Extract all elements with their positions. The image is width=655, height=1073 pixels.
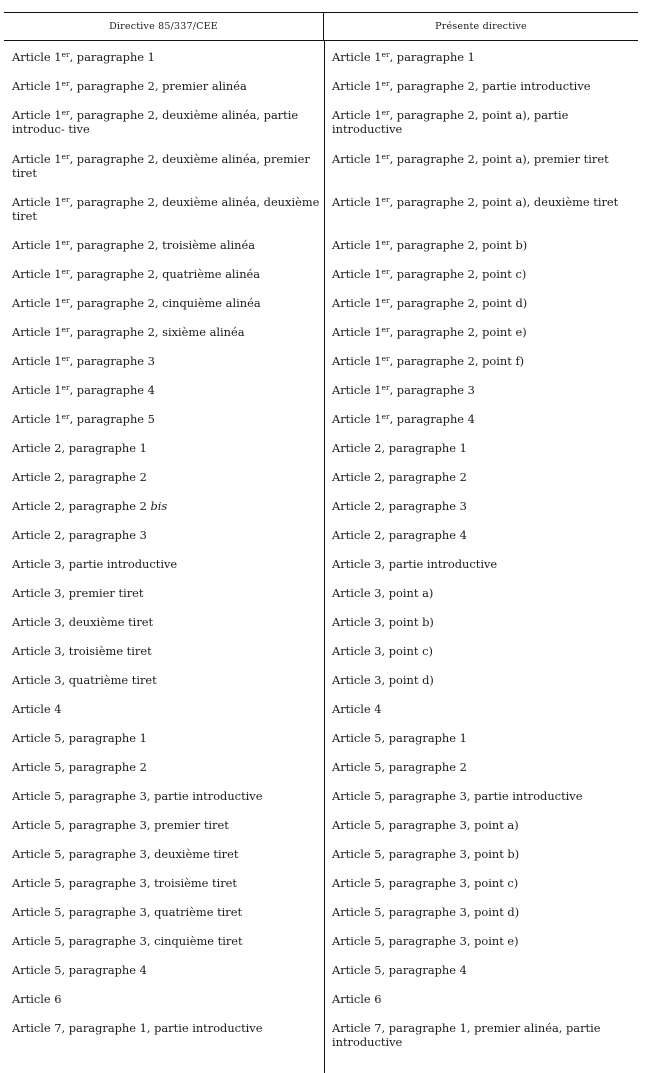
cell-text: Article 1 [332, 108, 382, 122]
cell-text: , paragraphe 2, point e) [389, 325, 527, 339]
cell-text: Article 1 [332, 195, 382, 209]
header-directive-85-337: Directive 85/337/CEE [4, 13, 324, 40]
table-row [4, 635, 638, 664]
cell-directive-85-337 [4, 229, 324, 258]
ordinal-superscript: er [381, 195, 390, 204]
cell-text: Article 1 [12, 50, 62, 64]
cell-text: Article 5, paragraphe 2 [12, 760, 147, 774]
cell-directive-85-337 [4, 751, 324, 780]
table-row [4, 519, 638, 548]
cell-presente-directive [324, 99, 638, 143]
ordinal-superscript: er [61, 195, 70, 204]
cell-presente-directive [324, 345, 638, 374]
table-row [4, 143, 638, 186]
table-row [4, 99, 638, 143]
table-row [4, 606, 638, 635]
cell-presente-directive [324, 461, 638, 490]
cell-text: Article 6 [332, 992, 382, 1006]
cell-directive-85-337 [4, 186, 324, 229]
cell-presente-directive [324, 490, 638, 519]
table-row [4, 1012, 638, 1055]
cell-presente-directive [324, 577, 638, 606]
cell-text: Article 1 [332, 354, 382, 368]
cell-directive-85-337 [4, 1012, 324, 1055]
cell-text: Article 5, paragraphe 2 [332, 760, 467, 774]
table-row [4, 229, 638, 258]
cell-text: Article 1 [12, 412, 62, 426]
cell-text: , paragraphe 2, point a), premier tiret [389, 152, 609, 166]
cell-directive-85-337 [4, 838, 324, 867]
ordinal-superscript: er [61, 152, 70, 161]
cell-text: Article 1 [332, 152, 382, 166]
cell-text: Article 1 [12, 296, 62, 310]
table-row [4, 722, 638, 751]
cell-directive-85-337 [4, 925, 324, 954]
table-row [4, 896, 638, 925]
cell-directive-85-337 [4, 664, 324, 693]
cell-text: Article 1 [12, 79, 62, 93]
cell-presente-directive [324, 896, 638, 925]
cell-text: Article 7, paragraphe 1, partie introductive [12, 1021, 263, 1035]
cell-directive-85-337 [4, 143, 324, 186]
cell-directive-85-337 [4, 635, 324, 664]
cell-presente-directive [324, 186, 638, 229]
cell-directive-85-337 [4, 70, 324, 99]
cell-text: Article 2, paragraphe 2 [12, 499, 151, 513]
cell-text: Article 3, troisième tiret [12, 644, 152, 658]
cell-text: , paragraphe 2, point f) [389, 354, 525, 368]
cell-text: Article 5, paragraphe 1 [12, 731, 147, 745]
cell-text: , paragraphe 2, deuxième alinéa, partie introduc- tive [12, 108, 299, 136]
cell-directive-85-337 [4, 258, 324, 287]
cell-text: Article 5, paragraphe 3, partie introductive [12, 789, 263, 803]
cell-presente-directive [324, 403, 638, 432]
cell-text: Article 3, point d) [332, 673, 434, 687]
cell-text: , paragraphe 3 [389, 383, 475, 397]
cell-text: Article 5, paragraphe 1 [332, 731, 467, 745]
cell-text: Article 1 [12, 383, 62, 397]
cell-directive-85-337 [4, 490, 324, 519]
cell-presente-directive [324, 722, 638, 751]
table-row [4, 258, 638, 287]
cell-directive-85-337 [4, 693, 324, 722]
cell-directive-85-337 [4, 316, 324, 345]
cell-text: , paragraphe 3 [69, 354, 155, 368]
cell-text: Article 3, partie introductive [12, 557, 178, 571]
ordinal-superscript: er [61, 238, 70, 247]
cell-directive-85-337 [4, 867, 324, 896]
cell-text: , paragraphe 2, point a), partie introductive [332, 108, 569, 136]
cell-text: , paragraphe 2, deuxième alinéa, deuxième tiret [12, 195, 320, 223]
table-body [4, 41, 638, 1055]
cell-text: , paragraphe 2, point d) [389, 296, 528, 310]
cell-text: , paragraphe 2, cinquième alinéa [69, 296, 261, 310]
cell-text: Article 3, point c) [332, 644, 433, 658]
cell-text: , paragraphe 2, partie introductive [389, 79, 591, 93]
table-row [4, 780, 638, 809]
table-row [4, 316, 638, 345]
cell-text: Article 2, paragraphe 3 [332, 499, 467, 513]
table-row [4, 577, 638, 606]
cell-presente-directive [324, 809, 638, 838]
cell-text: Article 7, paragraphe 1, premier alinéa, partie introductive [332, 1021, 601, 1049]
cell-directive-85-337 [4, 983, 324, 1012]
ordinal-superscript: er [381, 325, 390, 334]
ordinal-superscript: er [381, 108, 390, 117]
ordinal-superscript: er [61, 354, 70, 363]
cell-text: Article 5, paragraphe 4 [332, 963, 467, 977]
cell-presente-directive [324, 780, 638, 809]
cell-presente-directive [324, 693, 638, 722]
cell-text: Article 1 [12, 195, 62, 209]
cell-text: , paragraphe 5 [69, 412, 155, 426]
cell-text: Article 5, paragraphe 3, cinquième tiret [12, 934, 243, 948]
cell-text: , paragraphe 2, point a), deuxième tiret [389, 195, 619, 209]
cell-italic-text: bis [150, 499, 168, 513]
cell-text: Article 1 [12, 325, 62, 339]
cell-text: Article 5, paragraphe 3, point d) [332, 905, 520, 919]
ordinal-superscript: er [61, 296, 70, 305]
cell-text: , paragraphe 1 [389, 50, 475, 64]
cell-text: Article 2, paragraphe 3 [12, 528, 147, 542]
cell-presente-directive [324, 838, 638, 867]
table-row [4, 693, 638, 722]
cell-directive-85-337 [4, 896, 324, 925]
cell-text: Article 1 [332, 238, 382, 252]
cell-text: , paragraphe 2, sixième alinéa [69, 325, 245, 339]
ordinal-superscript: er [61, 325, 70, 334]
cell-text: , paragraphe 2, quatrième alinéa [69, 267, 261, 281]
cell-text: Article 5, paragraphe 3, deuxième tiret [12, 847, 239, 861]
cell-text: Article 2, paragraphe 2 [332, 470, 467, 484]
table-row [4, 345, 638, 374]
cell-presente-directive [324, 70, 638, 99]
cell-text: Article 2, paragraphe 2 [12, 470, 147, 484]
cell-directive-85-337 [4, 461, 324, 490]
cell-presente-directive [324, 143, 638, 186]
ordinal-superscript: er [381, 354, 390, 363]
cell-text: Article 3, deuxième tiret [12, 615, 154, 629]
cell-text: Article 1 [332, 79, 382, 93]
cell-directive-85-337 [4, 954, 324, 983]
cell-presente-directive [324, 867, 638, 896]
table-row [4, 983, 638, 1012]
cell-directive-85-337 [4, 41, 324, 70]
table-row [4, 41, 638, 70]
cell-directive-85-337 [4, 345, 324, 374]
cell-text: Article 1 [332, 50, 382, 64]
table-row [4, 809, 638, 838]
cell-presente-directive [324, 983, 638, 1012]
cell-text: Article 5, paragraphe 3, point e) [332, 934, 519, 948]
cell-text: Article 1 [332, 412, 382, 426]
table-row [4, 954, 638, 983]
table-row [4, 664, 638, 693]
ordinal-superscript: er [61, 383, 70, 392]
cell-text: Article 5, paragraphe 3, point c) [332, 876, 519, 890]
cell-text: Article 3, quatrième tiret [12, 673, 157, 687]
cell-text: Article 5, paragraphe 3, partie introductive [332, 789, 583, 803]
cell-text: Article 1 [332, 325, 382, 339]
table-row [4, 867, 638, 896]
cell-presente-directive [324, 548, 638, 577]
cell-text: Article 1 [12, 267, 62, 281]
cell-text: Article 1 [332, 267, 382, 281]
cell-text: Article 2, paragraphe 1 [332, 441, 467, 455]
cell-presente-directive [324, 751, 638, 780]
cell-text: , paragraphe 4 [69, 383, 155, 397]
cell-presente-directive [324, 229, 638, 258]
cell-text: Article 3, point b) [332, 615, 434, 629]
cell-directive-85-337 [4, 780, 324, 809]
table-row [4, 838, 638, 867]
cell-presente-directive [324, 374, 638, 403]
ordinal-superscript: er [381, 296, 390, 305]
cell-directive-85-337 [4, 577, 324, 606]
cell-directive-85-337 [4, 432, 324, 461]
cell-directive-85-337 [4, 519, 324, 548]
correlation-table [4, 12, 638, 1055]
cell-text: Article 4 [12, 702, 62, 716]
cell-text: Article 1 [12, 108, 62, 122]
cell-presente-directive [324, 664, 638, 693]
cell-directive-85-337 [4, 99, 324, 143]
cell-text: Article 2, paragraphe 4 [332, 528, 467, 542]
cell-presente-directive [324, 432, 638, 461]
ordinal-superscript: er [381, 50, 390, 59]
table-row [4, 925, 638, 954]
cell-text: , paragraphe 2, point c) [389, 267, 527, 281]
cell-text: Article 1 [332, 383, 382, 397]
header-presente-directive: Présente directive [435, 21, 527, 32]
cell-text: Article 5, paragraphe 3, point b) [332, 847, 520, 861]
table-row [4, 403, 638, 432]
table-row [4, 461, 638, 490]
cell-text: Article 3, point a) [332, 586, 434, 600]
cell-presente-directive [324, 287, 638, 316]
cell-directive-85-337 [4, 287, 324, 316]
cell-text: Article 5, paragraphe 4 [12, 963, 147, 977]
cell-text: , paragraphe 1 [69, 50, 155, 64]
cell-text: Article 5, paragraphe 3, quatrième tiret [12, 905, 243, 919]
cell-presente-directive [324, 519, 638, 548]
cell-presente-directive [324, 954, 638, 983]
cell-directive-85-337 [4, 374, 324, 403]
ordinal-superscript: er [381, 238, 390, 247]
cell-presente-directive [324, 41, 638, 70]
cell-directive-85-337 [4, 606, 324, 635]
cell-text: , paragraphe 2, premier alinéa [69, 79, 247, 93]
cell-text: Article 1 [12, 354, 62, 368]
ordinal-superscript: er [381, 79, 390, 88]
table-row [4, 490, 638, 519]
cell-text: Article 4 [332, 702, 382, 716]
cell-presente-directive [324, 925, 638, 954]
table-row [4, 70, 638, 99]
cell-directive-85-337 [4, 722, 324, 751]
cell-text: Article 1 [332, 296, 382, 310]
ordinal-superscript: er [61, 108, 70, 117]
table-row [4, 374, 638, 403]
ordinal-superscript: er [61, 50, 70, 59]
cell-text: Article 5, paragraphe 3, premier tiret [12, 818, 229, 832]
cell-presente-directive [324, 606, 638, 635]
cell-text: , paragraphe 4 [389, 412, 475, 426]
cell-text: , paragraphe 2, point b) [389, 238, 528, 252]
table-row [4, 186, 638, 229]
cell-presente-directive [324, 316, 638, 345]
cell-text: Article 3, partie introductive [332, 557, 498, 571]
ordinal-superscript: er [381, 267, 390, 276]
cell-text: Article 5, paragraphe 3, point a) [332, 818, 519, 832]
table-row [4, 432, 638, 461]
cell-text: Article 2, paragraphe 1 [12, 441, 147, 455]
cell-presente-directive [324, 635, 638, 664]
ordinal-superscript: er [381, 152, 390, 161]
table-header [4, 12, 638, 41]
table-row [4, 287, 638, 316]
cell-directive-85-337 [4, 403, 324, 432]
cell-text: Article 3, premier tiret [12, 586, 144, 600]
ordinal-superscript: er [61, 267, 70, 276]
ordinal-superscript: er [381, 383, 390, 392]
cell-presente-directive [324, 258, 638, 287]
table-row [4, 751, 638, 780]
cell-text: , paragraphe 2, troisième alinéa [69, 238, 255, 252]
cell-text: Article 6 [12, 992, 62, 1006]
cell-directive-85-337 [4, 548, 324, 577]
ordinal-superscript: er [61, 412, 70, 421]
cell-text: Article 5, paragraphe 3, troisième tiret [12, 876, 237, 890]
cell-text: Article 1 [12, 238, 62, 252]
cell-presente-directive [324, 1012, 638, 1055]
table-row [4, 548, 638, 577]
cell-text: Article 1 [12, 152, 62, 166]
ordinal-superscript: er [61, 79, 70, 88]
ordinal-superscript: er [381, 412, 390, 421]
cell-text: , paragraphe 2, deuxième alinéa, premier tiret [12, 152, 310, 180]
cell-directive-85-337 [4, 809, 324, 838]
